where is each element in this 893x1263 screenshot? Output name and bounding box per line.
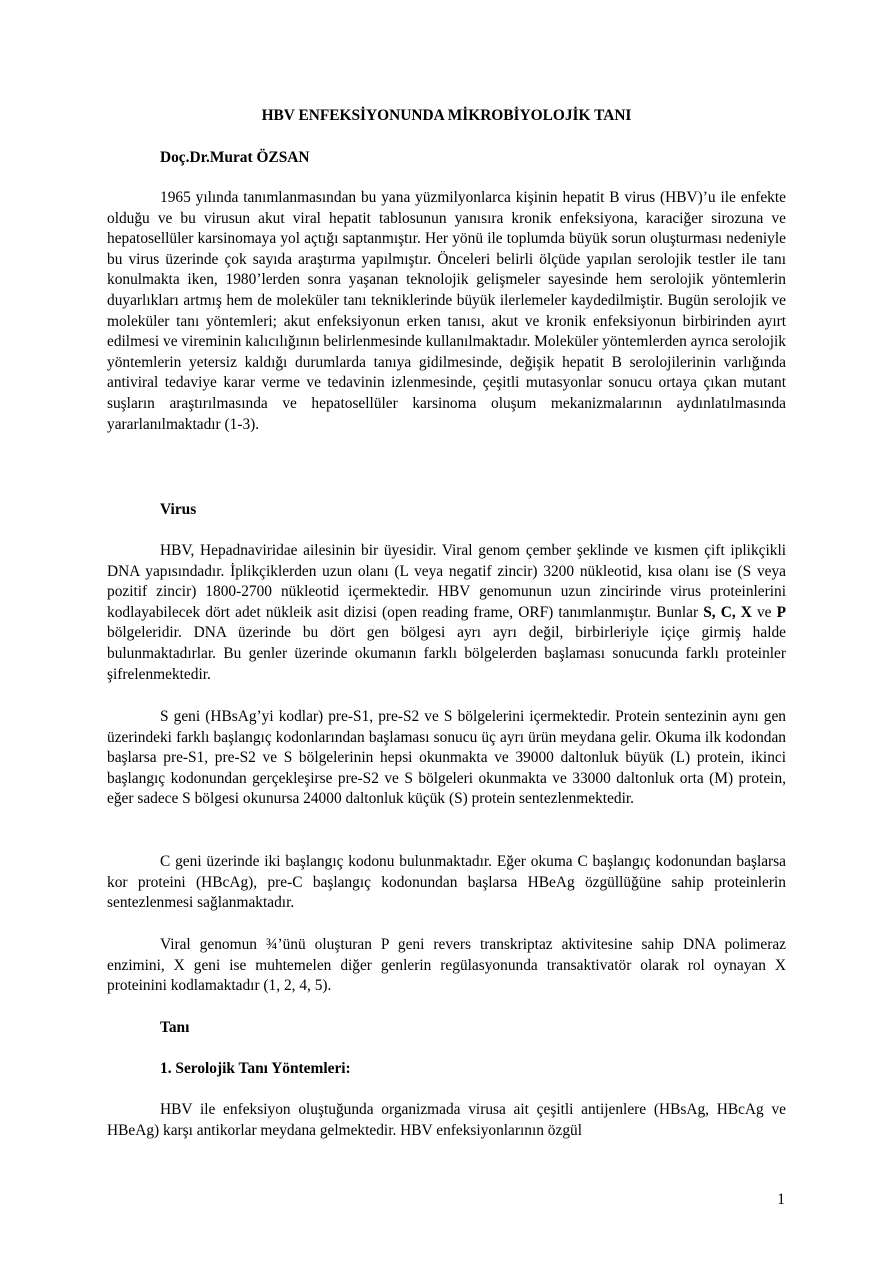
document-title: HBV ENFEKSİYONUNDA MİKROBİYOLOJİK TANI bbox=[261, 107, 632, 124]
virus-paragraph-1 bbox=[107, 541, 786, 685]
virus-paragraph-3: C geni üzerinde iki başlangıç kodonu bulunmaktadır. Eğer okuma C başlangıç kodonundan başlarsa kor proteini (HBcAg), pre-C başlangıç kodonundan başlarsa HBeAg özgüllüğüne sahip proteinlerin sentezlenmesi sağlanmaktadır. bbox=[107, 853, 786, 912]
page-number: 1 bbox=[777, 1191, 785, 1208]
section-heading-serolojik: 1. Serolojik Tanı Yöntemleri: bbox=[160, 1060, 351, 1077]
author-name: Doç.Dr.Murat ÖZSAN bbox=[160, 149, 310, 166]
virus-paragraph-1-text-a: HBV, Hepadnaviridae ailesinin bir üyesidir. Viral genom çember şeklinde ve kısmen çift iplikçikli DNA yapısındadır. İplikçiklerden uzun olanı (L veya negatif zincir) 3200 nükleotid, kısa olanı ise (S veya pozitif zincir) 1800-2700 nükleotid içermektedir. HBV genomunun uzun zincirinde virus proteinlerini kodlayabilecek dört adet nükleik asit dizisi (open reading frame, ORF) tanımlanmıştır. Bunlar bbox=[107, 542, 786, 621]
virus-paragraph-1-text-c: bölgeleridir. DNA üzerinde bu dört gen bölgesi ayrı ayrı değil, birbirleriyle içiçe girmiş halde bulunmaktadırlar. Bu genler üzerinde okumanın farklı bölgelerden başlaması sonucunda farklı proteinler şifrelenmektedir. bbox=[107, 624, 786, 683]
virus-paragraph-1-bold-genes: S, C, X bbox=[703, 603, 752, 621]
intro-paragraph: 1965 yılında tanımlanmasından bu yana yüzmilyonlarca kişinin hepatit B virus (HBV)’u ile enfekte olduğu ve bu virusun akut viral hepatit tablosunun yanısıra kronik enfeksiyona, karaciğer sirozuna ve hepatosellüler karsinomaya yol açtığı saptanmıştır. Her yönü ile toplumda büyük sorun oluşturması nedeniyle bu virus üzerinde çok sayıda araştırma yapılmıştır. Önceleri belirli ölçüde yapılan serolojik testler ile tanı konulmakta iken, 1980’lerden sonra yaşanan teknolojik gelişmeler sayesinde hem serolojik yöntemlerin duyarlıkları artmış hem de moleküler tanı tekniklerinde büyük ilerlemeler kaydedilmiştir. Bugün serolojik ve moleküler tanı yöntemleri; akut enfeksiyonun erken tanısı, akut ve kronik enfeksiyonun birbirinden ayırt edilmesi ve vireminin kalıcılığının belirlenmesinde kullanılmaktadır. Moleküler yöntemlerden ayrıca serolojik yöntemlerin yetersiz kaldığı durumlarda tanıya gidilmesinde, değişik hepatit B serolojilerinin varlığında antiviral tedaviye karar verme ve tedavinin izlenmesinde, çeşitli mutasyonlar sonucu ortaya çıkan mutant suşların araştırılmasında ve hepatosellüler karsinoma oluşum mekanizmalarının aydınlatılmasında yararlanılmaktadır (1-3). bbox=[107, 189, 786, 433]
section-heading-virus: Virus bbox=[160, 501, 197, 518]
virus-paragraph-2: S geni (HBsAg’yi kodlar) pre-S1, pre-S2 ve S bölgelerini içermektedir. Protein sentezinin aynı gen üzerindeki farklı başlangıç kodonlarından başlaması sonucu üç ayrı ürün meydana gelir. Okuma ilk kodondan başlarsa pre-S1, pre-S2 ve S bölgelerinin hepsi okunmakta ve 39000 daltonluk büyük (L) protein, ikinci başlangıç kodonundan gerçekleşirse pre-S2 ve S bölgeleri okunmakta ve 33000 daltonluk orta (M) protein, eğer sadece S bölgesi okunursa 24000 daltonluk küçük (S) protein sentezlenmektedir. bbox=[107, 708, 786, 808]
virus-paragraph-1-text-b: ve bbox=[751, 603, 777, 621]
virus-paragraph-1-bold-p: P bbox=[776, 603, 786, 621]
serolojik-paragraph-1: HBV ile enfeksiyon oluştuğunda organizmada virusa ait çeşitli antijenlere (HBsAg, HBcAg ve HBeAg) karşı antikorlar meydana gelmektedir. HBV enfeksiyonlarının özgül bbox=[107, 1101, 786, 1139]
virus-paragraph-4: Viral genomun ¾’ünü oluşturan P geni revers transkriptaz aktivitesine sahip DNA polimeraz enzimini, X geni ise muhtemelen diğer genlerin regülasyonunda transaktivatör olarak rol oynayan X proteinini kodlamaktadır (1, 2, 4, 5). bbox=[107, 936, 786, 995]
section-heading-tani: Tanı bbox=[160, 1019, 190, 1036]
